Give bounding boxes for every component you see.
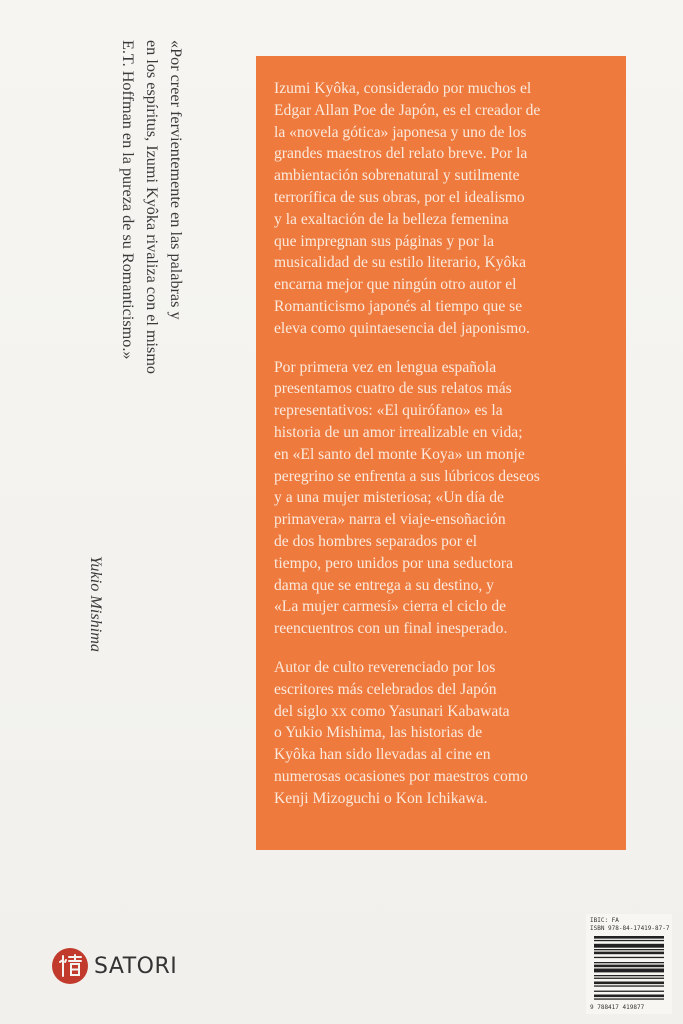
barcode-bar bbox=[594, 944, 664, 948]
blurb-line: y a una mujer misteriosa; «Un día de bbox=[274, 489, 504, 507]
blurb-line: ambientación sobrenatural y sutilmente bbox=[274, 167, 520, 185]
blurb-line: historia de un amor irrealizable en vida; bbox=[274, 423, 523, 441]
blurb-line: Kyôka han sido llevadas al cine en bbox=[274, 746, 491, 764]
blurb-panel bbox=[256, 56, 626, 850]
blurb-line: que impregnan sus páginas y por la bbox=[274, 232, 494, 250]
quote-line: en los espíritus, Izumi Kyôka rivaliza con el mismo bbox=[143, 40, 161, 375]
blurb-line: y la exaltación de la belleza femenina bbox=[274, 210, 509, 228]
barcode-bar bbox=[594, 940, 664, 941]
barcode-bar bbox=[594, 949, 664, 950]
blurb-line: tiempo, pero unidos por una seductora bbox=[274, 554, 514, 572]
blurb-line: o Yukio Mishima, las historias de bbox=[274, 724, 483, 742]
blurb-line: Izumi Kyôka, considerado por muchos el bbox=[274, 80, 532, 97]
barcode-bar bbox=[594, 957, 664, 958]
barcode-bar bbox=[594, 985, 664, 986]
barcode-bar bbox=[594, 936, 664, 939]
blurb-line: Autor de culto reverenciado por los bbox=[274, 658, 496, 676]
barcode-bar bbox=[594, 975, 664, 976]
blurb-line: peregrino se enfrenta a sus lúbricos deseos bbox=[274, 467, 540, 485]
blurb-line: encarna mejor que ningún otro autor el bbox=[274, 276, 517, 294]
blurb-paragraph-1 bbox=[274, 78, 616, 340]
quote-block bbox=[58, 40, 188, 660]
blurb-line: musicalidad de su estilo literario, Kyôka bbox=[274, 254, 527, 272]
blurb-line: la «novela gótica» japonesa y uno de los bbox=[274, 123, 527, 141]
blurb-line: eleva como quintaesencia del japonismo. bbox=[274, 319, 530, 337]
barcode-bar bbox=[594, 991, 664, 992]
quote-rotated bbox=[58, 40, 188, 660]
blurb-line: «La mujer carmesí» cierra el ciclo de bbox=[274, 598, 507, 616]
barcode-ibic: IBIC: FA bbox=[590, 917, 619, 924]
blurb-line: de dos hombres separados por el bbox=[274, 532, 478, 550]
barcode-bar bbox=[594, 965, 664, 968]
barcode-bar bbox=[594, 962, 664, 963]
blurb-paragraph-3 bbox=[274, 657, 616, 810]
blurb-line: numerosas ocasiones por maestros como bbox=[274, 767, 528, 785]
barcode-isbn: ISBN 978-84-17419-87-7 bbox=[590, 925, 670, 932]
barcode-bar bbox=[594, 998, 664, 999]
quote-author: Yukio Mishima bbox=[87, 555, 105, 652]
blurb-line: dama que se entrega a su destino, y bbox=[274, 576, 494, 594]
blurb-line: grandes maestros del relato breve. Por la bbox=[274, 145, 528, 163]
barcode-bar bbox=[594, 978, 664, 979]
barcode-bar bbox=[594, 982, 664, 985]
quote-line: E.T. Hoffman en la pureza de su Romanticismo.» bbox=[119, 40, 137, 360]
brand-name: SATORI bbox=[94, 953, 178, 979]
blurb-line: primavera» narra el viaje-ensoñación bbox=[274, 511, 506, 529]
blurb-line: Romanticismo japonés al tiempo que se bbox=[274, 297, 523, 315]
isbn-barcode bbox=[586, 914, 672, 1014]
satori-seal-icon bbox=[52, 948, 88, 984]
blurb-line: representativos: «El quirófano» es la bbox=[274, 402, 503, 420]
blurb-line: del siglo xx como Yasunari Kabawata bbox=[274, 702, 510, 720]
blurb-line: presentamos cuatro de sus relatos más bbox=[274, 380, 512, 398]
barcode-bar bbox=[594, 952, 664, 955]
blurb-line: terrorífica de sus obras, por el idealismo bbox=[274, 188, 525, 206]
quote-line: «Por creer fervientemente en las palabras y bbox=[167, 40, 185, 320]
blurb-line: reencuentros con un final inesperado. bbox=[274, 620, 508, 638]
blurb-line: Edgar Allan Poe de Japón, es el creador de bbox=[274, 101, 541, 119]
barcode-bar bbox=[594, 969, 664, 973]
blurb-paragraph-2 bbox=[274, 357, 616, 640]
blurb-line: Por primera vez en lengua española bbox=[274, 358, 497, 376]
blurb-line: Kenji Mizoguchi o Kon Ichikawa. bbox=[274, 789, 488, 807]
publisher-logo bbox=[52, 948, 177, 984]
barcode-digits: 9 788417 419877 bbox=[590, 1004, 645, 1011]
barcode-bar bbox=[594, 995, 664, 998]
blurb-line: en «El santo del monte Koya» un monje bbox=[274, 445, 525, 463]
blurb-line: escritores más celebrados del Japón bbox=[274, 680, 497, 698]
